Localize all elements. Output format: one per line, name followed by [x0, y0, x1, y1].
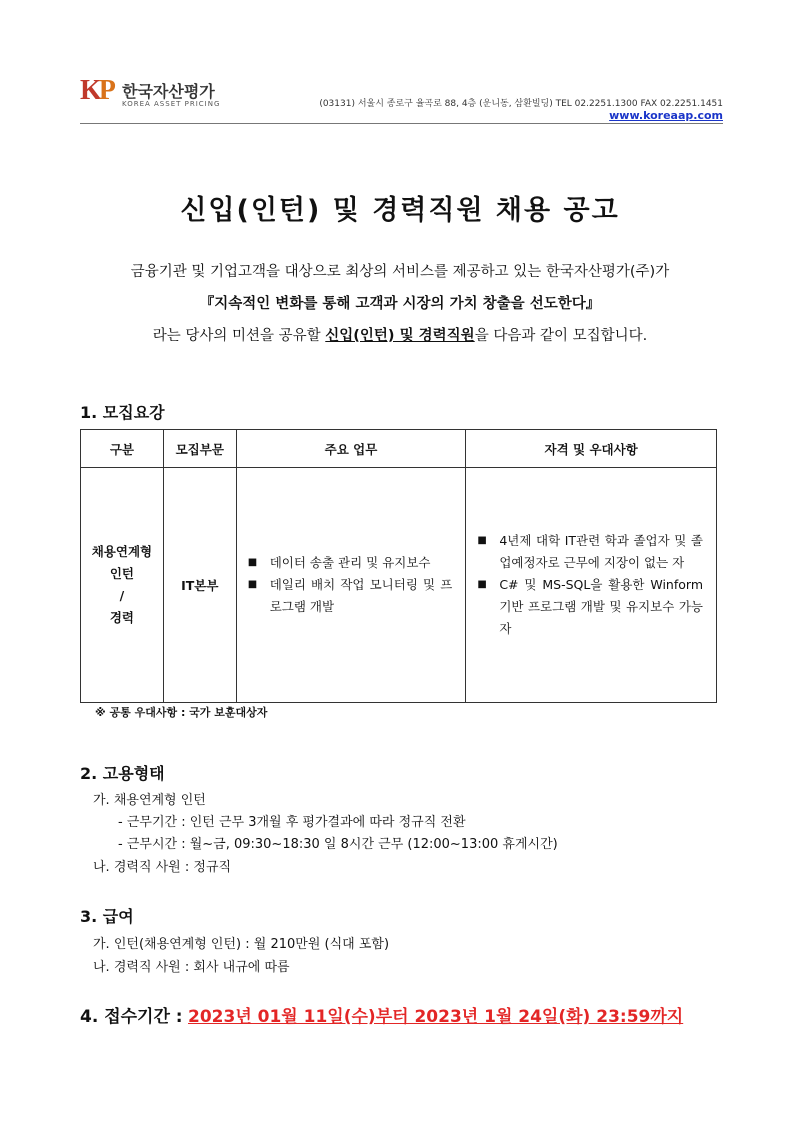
category-cell: 채용연계형 인턴 / 경력 — [81, 468, 164, 703]
header-divider — [80, 123, 723, 124]
recruitment-table — [80, 429, 717, 703]
common-preference-note: ※ 공통 우대사항 : 국가 보훈대상자 — [95, 706, 268, 719]
company-logo — [80, 76, 220, 112]
company-address: (03131) 서울시 종로구 율곡로 88, 4층 (운니동, 삼환빌딩) TEL 02.2251.1300 FAX 02.2251.1451 — [319, 99, 723, 109]
table-row — [81, 468, 717, 703]
kp-logo-icon: KP — [80, 75, 113, 106]
section-heading-application-period: 4. 접수기간 : — [80, 1007, 183, 1027]
page-title: 신입(인턴) 및 경력직원 채용 공고 — [180, 195, 620, 226]
employment-line: - 근무시간 : 월~금, 09:30~18:30 일 8시간 근무 (12:00~13:00 휴게시간) — [118, 837, 558, 852]
website-link[interactable]: www.koreaap.com — [609, 109, 723, 122]
department-cell: IT본부 — [163, 468, 236, 703]
section-heading-recruitment: 1. 모집요강 — [80, 403, 165, 422]
section-heading-employment: 2. 고용형태 — [80, 764, 165, 783]
employment-line: 나. 경력직 사원 : 정규직 — [93, 860, 232, 875]
intro-line-1: 금융기관 및 기업고객을 대상으로 최상의 서비스를 제공하고 있는 한국자산평가(주)가 — [130, 264, 670, 280]
intro-line-3: 라는 당사의 미션을 공유할 신입(인턴) 및 경력직원을 다음과 같이 모집합니다. — [152, 328, 648, 344]
table-header-row — [81, 430, 717, 468]
list-item: ■ 데일리 배치 작업 모니터링 및 프로그램 개발 — [248, 574, 453, 618]
application-period: 2023년 01월 11일(수)부터 2023년 1월 24일(화) 23:59까지 — [188, 1007, 684, 1027]
list-item: ■ 데이터 송출 관리 및 유지보수 — [248, 552, 453, 574]
qualifications-cell — [466, 468, 717, 703]
logo-english-name: KOREA ASSET PRICING — [122, 100, 221, 108]
employment-line: 가. 채용연계형 인턴 — [93, 793, 206, 808]
logo-korean-name: 한국자산평가 — [122, 82, 215, 101]
table-header-cell: 주요 업무 — [236, 430, 466, 468]
duties-cell — [236, 468, 466, 703]
intro-paragraph — [0, 256, 800, 352]
table-header-cell: 구분 — [81, 430, 164, 468]
table-header-cell: 자격 및 우대사항 — [466, 430, 717, 468]
salary-line: 나. 경력직 사원 : 회사 내규에 따름 — [93, 960, 290, 975]
section-heading-salary: 3. 급여 — [80, 907, 134, 926]
table-header-cell: 모집부문 — [163, 430, 236, 468]
list-item: ■ C# 및 MS-SQL을 활용한 Winform 기반 프로그램 개발 및 유지보수 가능자 — [477, 574, 703, 640]
employment-line: - 근무기간 : 인턴 근무 3개월 후 평가결과에 따라 정규직 전환 — [118, 815, 466, 830]
list-item: ■ 4년제 대학 IT관련 학과 졸업자 및 졸업예정자로 근무에 지장이 없는 자 — [477, 530, 703, 574]
intro-line-2: 『지속적인 변화를 통해 고객과 시장의 가치 창출을 선도한다』 — [199, 296, 601, 312]
salary-line: 가. 인턴(채용연계형 인턴) : 월 210만원 (식대 포함) — [93, 937, 390, 952]
